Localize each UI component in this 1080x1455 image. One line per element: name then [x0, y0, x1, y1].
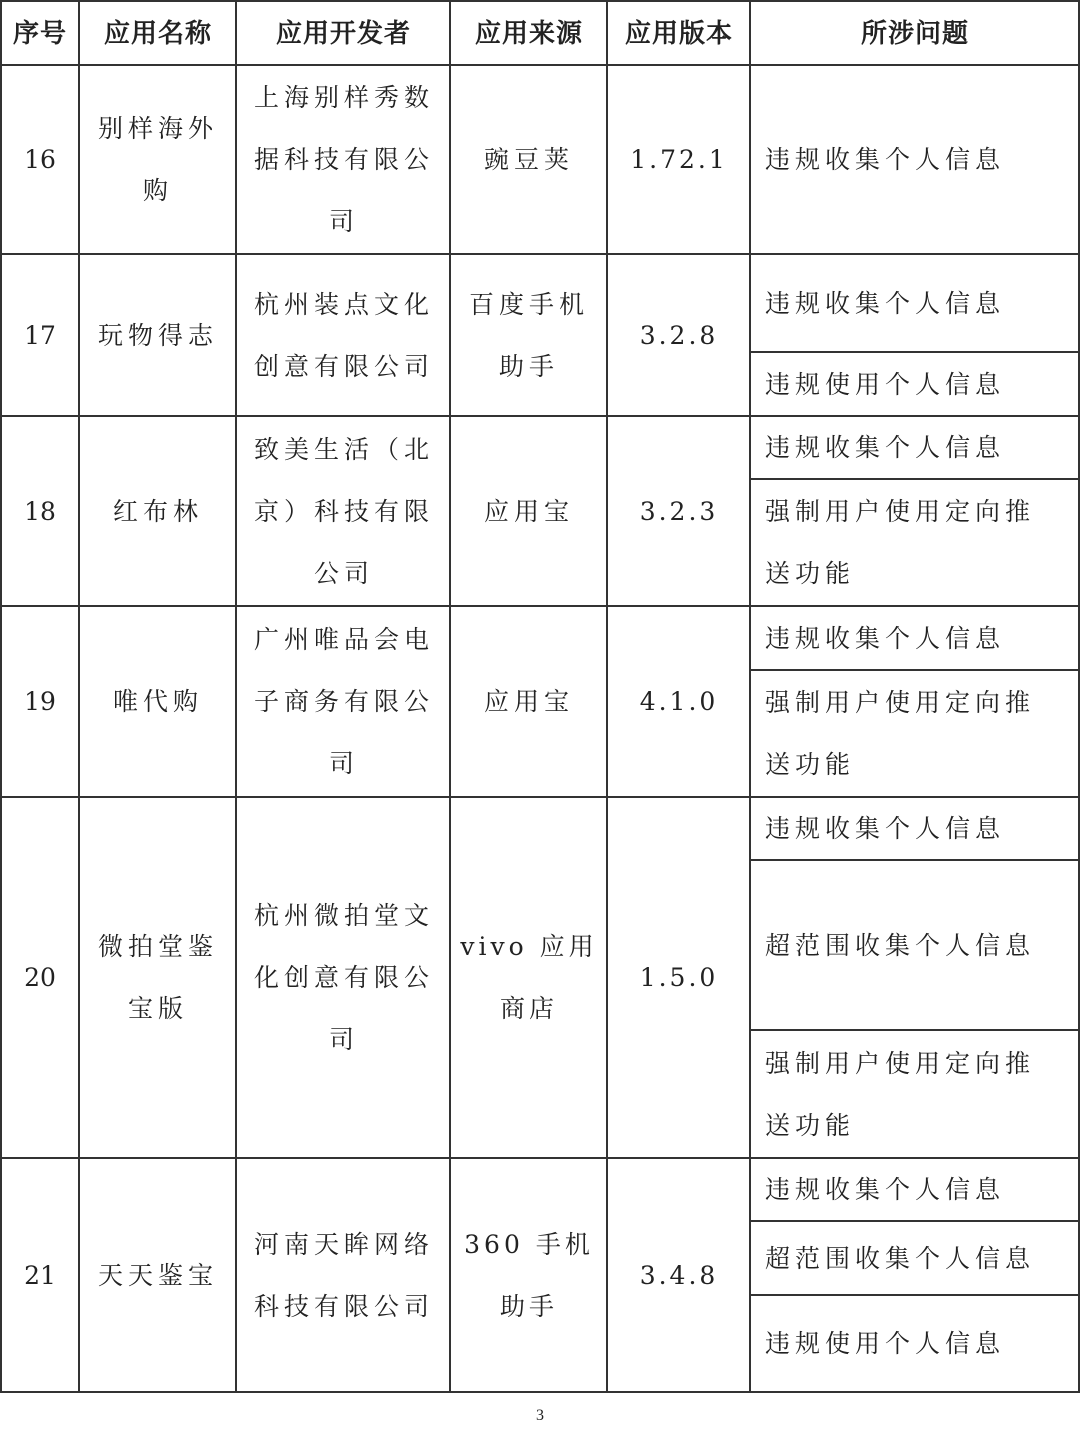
- header-version: 应用版本: [624, 18, 733, 49]
- issue-item: 强制用户使用定向推送功能: [765, 1048, 1036, 1140]
- issue-item: 违规使用个人信息: [765, 369, 1006, 399]
- issue-item: 违规收集个人信息: [765, 145, 1006, 174]
- app-name: 玩物得志: [97, 320, 218, 350]
- app-developer: 上海别样秀数据科技有限公司: [253, 83, 434, 236]
- app-name: 微拍堂鉴宝版: [97, 932, 218, 1023]
- app-version: 1.72.1: [630, 145, 728, 174]
- app-source: 360 手机助手: [464, 1229, 594, 1321]
- app-developer: 杭州装点文化创意有限公司: [253, 289, 434, 381]
- issue-item: 违规收集个人信息: [765, 623, 1006, 653]
- header-issues: 所涉问题: [860, 18, 969, 49]
- page-number: 3: [536, 1407, 544, 1424]
- app-source: vivo 应用商店: [460, 932, 598, 1023]
- issue-item: 违规收集个人信息: [765, 1175, 1006, 1204]
- header-no: 序号: [12, 18, 67, 49]
- row-number: 18: [24, 496, 56, 526]
- app-version: 3.2.8: [639, 320, 719, 350]
- app-version: 1.5.0: [639, 963, 719, 992]
- row-number: 20: [24, 963, 56, 992]
- app-developer: 河南天眸网络科技有限公司: [253, 1229, 434, 1321]
- issue-item: 超范围收集个人信息: [765, 930, 1036, 960]
- row-number: 21: [24, 1260, 56, 1290]
- row-number: 19: [24, 687, 56, 716]
- issue-item: 违规收集个人信息: [765, 433, 1006, 462]
- issue-item: 强制用户使用定向推送功能: [765, 688, 1036, 779]
- app-source: 应用宝: [483, 687, 574, 716]
- row-number: 16: [24, 145, 56, 174]
- app-version: 3.4.8: [639, 1260, 719, 1290]
- header-source: 应用来源: [474, 18, 583, 49]
- app-name: 别样海外购: [97, 114, 218, 205]
- app-source: 应用宝: [483, 496, 574, 526]
- app-name: 天天鉴宝: [97, 1260, 218, 1290]
- issue-item: 强制用户使用定向推送功能: [765, 497, 1036, 588]
- issue-item: 超范围收集个人信息: [765, 1243, 1036, 1273]
- app-developer: 广州唯品会电子商务有限公司: [253, 625, 434, 778]
- row-number: 17: [24, 320, 56, 350]
- app-developer: 致美生活（北京）科技有限公司: [253, 434, 434, 588]
- app-source: 百度手机助手: [468, 289, 589, 381]
- app-source: 豌豆荚: [483, 145, 574, 174]
- app-version: 3.2.3: [639, 496, 719, 526]
- header-app-name: 应用名称: [103, 18, 212, 49]
- app-version: 4.1.0: [639, 687, 719, 716]
- issue-item: 违规收集个人信息: [765, 814, 1006, 843]
- app-developer: 杭州微拍堂文化创意有限公司: [253, 901, 434, 1054]
- issue-item: 违规收集个人信息: [765, 288, 1006, 318]
- header-developer: 应用开发者: [275, 18, 411, 49]
- app-name: 红布林: [112, 496, 203, 526]
- app-name: 唯代购: [112, 687, 203, 716]
- issue-item: 违规使用个人信息: [765, 1329, 1006, 1358]
